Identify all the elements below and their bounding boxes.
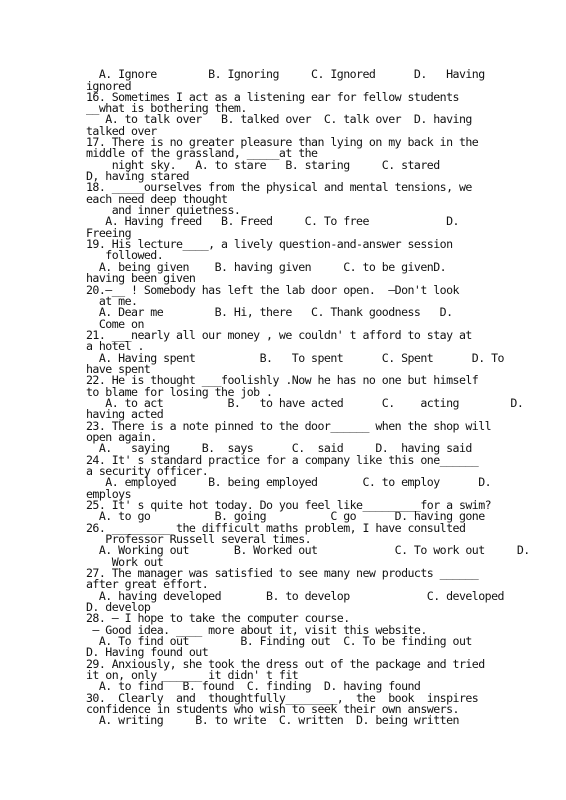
text-line: A. to talk over B. talked over C. talk over D. having (86, 112, 472, 126)
text-line: A. To find out B. Finding out C. To be finding out (86, 634, 472, 648)
text-line: talked over (86, 124, 157, 138)
text-line: A. writing B. to write C. written D. being written (86, 713, 459, 727)
text-line: A. to go B. going C go D. having gone (86, 509, 485, 523)
text-line: Freeing (86, 226, 132, 240)
text-line: A. to act B. to have acted C. acting D. (86, 396, 524, 410)
text-line: middle of the grassland, _____at the (86, 146, 318, 160)
text-line: and inner quietness. (86, 203, 241, 217)
text-line: employs (86, 487, 132, 501)
text-line: 28. — I hope to take the computer course. (86, 611, 350, 625)
text-line: A. being given B. having given C. to be givenD. (86, 260, 447, 274)
text-line: — Good idea. ____ more about it, visit this website. (86, 623, 427, 637)
text-line: 29. Anxiously, she took the dress out of the package and tried (86, 657, 485, 671)
text-line: to blame for losing the job . (86, 385, 273, 399)
text-line: 22. He is thought ___foolishly .Now he has no one but himself (86, 373, 479, 387)
text-line: each need deep thought (86, 192, 228, 206)
text-line: A. Working out B. Worked out C. To work out D. (86, 543, 530, 557)
text-line: at me. (86, 294, 138, 308)
text-line: 20.—__ ! Somebody has left the lab door open. —Don't look (86, 283, 459, 297)
text-line: A. employed B. being employed C. to employ D. (86, 475, 492, 489)
text-line: __what is bothering them. (86, 101, 247, 115)
text-line: 21. ___nearly all our money , we couldn' t afford to stay at (86, 328, 472, 342)
text-line: A. to find B. found C. finding D. having found (86, 679, 421, 693)
text-line: D, having stared (86, 169, 189, 183)
text-line: night sky. A. to stare B. staring C. stared (86, 158, 440, 172)
text-line: a hotel . (86, 339, 144, 353)
text-line: A. Ignore B. Ignoring C. Ignored D. Having (86, 67, 485, 81)
text-line: after great effort. (86, 577, 209, 591)
text-line: Professor Russell several times. (86, 532, 312, 546)
text-line: 24. It' s standard practice for a company like this one______ (86, 453, 479, 467)
text-line: ignored (86, 79, 132, 93)
text-line: followed. (86, 248, 164, 262)
text-line: 18. _____ourselves from the physical and mental tensions, we (86, 180, 472, 194)
text-line: 23. There is a note pinned to the door______ when the shop will (86, 419, 492, 433)
text-line: 30. Clearly and thoughtfully________, the book inspires (86, 691, 479, 705)
text-line: 27. The manager was satisfied to see many new products ______ (86, 566, 479, 580)
text-line: 26. _________ the difficult maths problem, I have consulted (86, 521, 466, 535)
text-line: A. Having freed B. Freed C. To free D. (86, 214, 459, 228)
text-line: A. Dear me B. Hi, there C. Thank goodness D. (86, 305, 453, 319)
text-line: confidence in students who wish to seek their own answers. (86, 702, 459, 716)
text-line: Work out (86, 555, 164, 569)
text-line: having acted (86, 407, 164, 421)
text-line: D. Having found out (86, 645, 209, 659)
text-line: D. develop (86, 600, 151, 614)
text-line: Come on (86, 317, 144, 331)
text-line: 17. There is no greater pleasure than lying on my back in the (86, 135, 479, 149)
text-line: have spent (86, 362, 151, 376)
text-line: 25. It' s quite hot today. Do you feel like_________for a swim? (86, 498, 492, 512)
text-line: a security officer. (86, 464, 209, 478)
text-line: it on, only ______ it didn' t fit (86, 668, 299, 682)
text-line: having been given (86, 271, 196, 285)
text-line: 19. His lecture____, a lively question-and-answer session (86, 237, 453, 251)
text-line: 16. Sometimes I act as a listening ear for fellow students (86, 90, 459, 104)
text-line: A. Having spent B. To spent C. Spent D. To (86, 351, 504, 365)
text-line: A. saying B. says C. said D. having said (86, 441, 472, 455)
text-line: A. having developed B. to develop C. developed (86, 589, 504, 603)
text-line: open again. (86, 430, 157, 444)
